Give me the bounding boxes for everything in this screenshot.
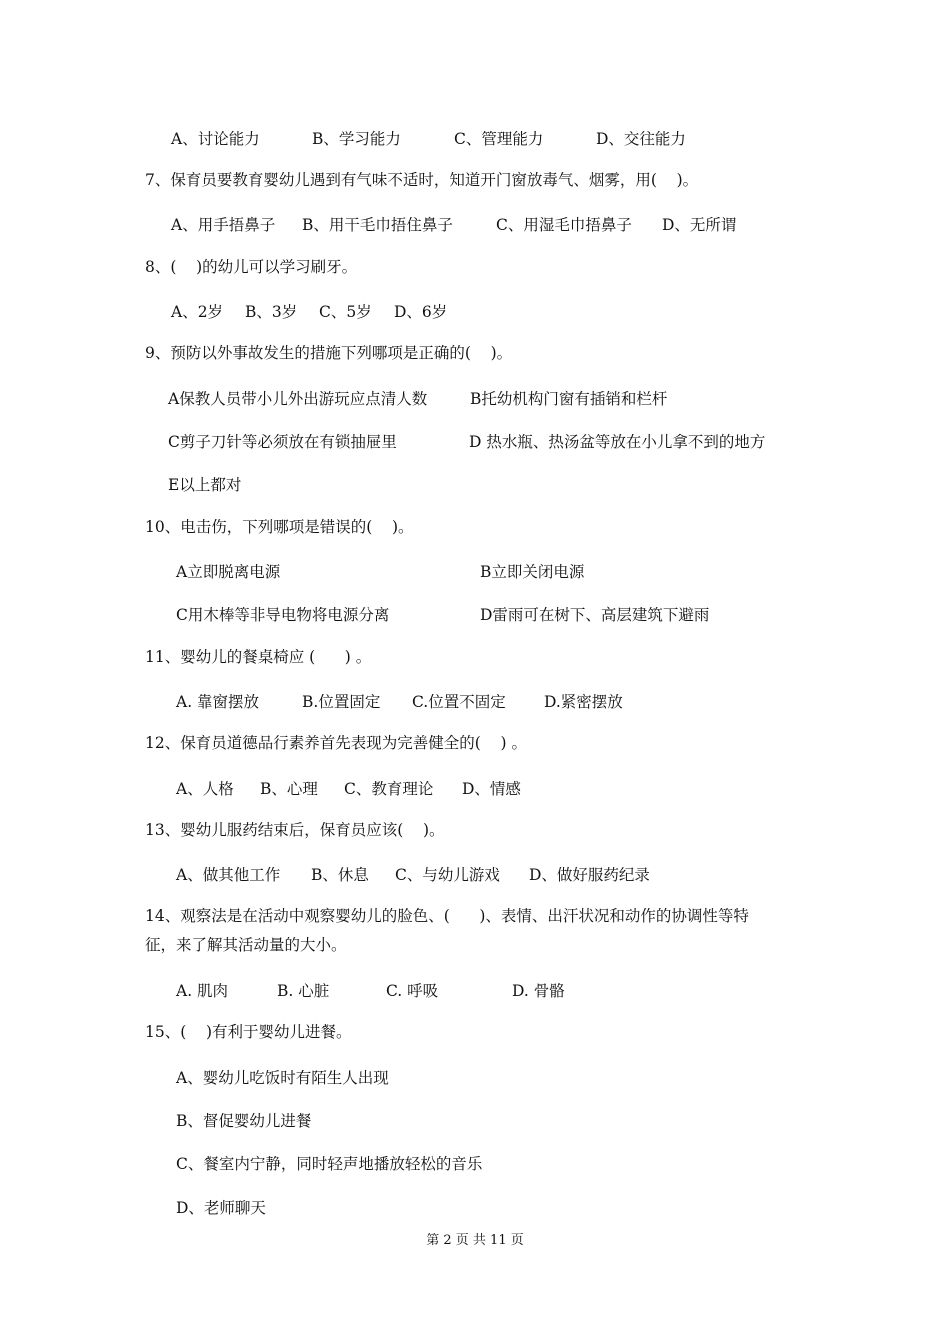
q12-option-c: C、教育理论 (344, 780, 434, 798)
q15-option-c: C、餐室内宁静，同时轻声地播放轻松的音乐 (176, 1155, 483, 1173)
q10-option-c: C用木棒等非导电物将电源分离 (176, 606, 390, 624)
q11-option-c: C.位置不固定 (412, 693, 506, 711)
q14-stem-line2: 征，来了解其活动量的大小。 (145, 936, 347, 954)
q9-option-a: A保教人员带小儿外出游玩应点清人数 (168, 390, 428, 408)
q10-option-d: D雷雨可在树下、高层建筑下避雨 (480, 606, 710, 624)
q8-option-b: B、3岁 (245, 303, 298, 321)
q10-option-a: A立即脱离电源 (176, 563, 281, 581)
q7-option-b: B、用干毛巾捂住鼻子 (302, 216, 453, 234)
page-number-footer: 第 2 页 共 11 页 (426, 1233, 524, 1248)
q6-option-d: D、交往能力 (596, 130, 686, 148)
q14-stem-line1: 14、观察法是在活动中观察婴幼儿的脸色、( )、表情、出汗状况和动作的协调性等特 (145, 907, 749, 925)
q11-option-a: A. 靠窗摆放 (176, 693, 260, 711)
q7-option-d: D、无所谓 (662, 216, 737, 234)
q12-option-d: D、情感 (462, 780, 521, 798)
q8-stem: 8、( )的幼儿可以学习刷牙。 (145, 258, 358, 276)
q7-option-a: A、用手捂鼻子 (171, 216, 276, 234)
q6-option-c: C、管理能力 (454, 130, 544, 148)
q9-stem: 9、预防以外事故发生的措施下列哪项是正确的( )。 (145, 344, 513, 362)
q13-option-b: B、休息 (311, 866, 369, 884)
q9-option-c: C剪子刀针等必须放在有锁抽屉里 (168, 433, 397, 451)
q14-option-b: B. 心脏 (277, 982, 330, 1000)
q13-option-d: D、做好服药纪录 (529, 866, 650, 884)
q15-option-a: A、婴幼儿吃饭时有陌生人出现 (176, 1069, 389, 1087)
q9-option-b: B托幼机构门窗有插销和栏杆 (470, 390, 668, 408)
q9-option-d: D 热水瓶、热汤盆等放在小儿拿不到的地方 (469, 433, 766, 451)
q13-option-c: C、与幼儿游戏 (395, 866, 500, 884)
q6-option-b: B、学习能力 (312, 130, 401, 148)
q12-option-a: A、人格 (176, 780, 234, 798)
q10-stem: 10、电击伤，下列哪项是错误的( )。 (145, 518, 414, 536)
q13-option-a: A、做其他工作 (176, 866, 281, 884)
q10-option-b: B立即关闭电源 (480, 563, 585, 581)
q15-stem: 15、( )有利于婴幼儿进餐。 (145, 1023, 352, 1041)
q13-stem: 13、婴幼儿服药结束后，保育员应该( )。 (145, 821, 445, 839)
q9-option-e: E以上都对 (168, 476, 242, 494)
q15-option-b: B、督促婴幼儿进餐 (176, 1112, 312, 1130)
q14-option-a: A. 肌肉 (176, 982, 229, 1000)
q12-stem: 12、保育员道德品行素养首先表现为完善健全的( ) 。 (145, 734, 527, 752)
q11-option-b: B.位置固定 (302, 693, 381, 711)
q8-option-d: D、6岁 (394, 303, 448, 321)
q7-stem: 7、保育员要教育婴幼儿遇到有气味不适时，知道开门窗放毒气、烟雾，用( )。 (145, 171, 699, 189)
q7-option-c: C、用湿毛巾捂鼻子 (496, 216, 632, 234)
q8-option-c: C、5岁 (319, 303, 372, 321)
q11-stem: 11、婴幼儿的餐桌椅应 ( ) 。 (145, 648, 372, 666)
q11-option-d: D.紧密摆放 (544, 693, 623, 711)
q12-option-b: B、心理 (260, 780, 318, 798)
q8-option-a: A、2岁 (171, 303, 224, 321)
q6-option-a: A、讨论能力 (171, 130, 260, 148)
q15-option-d: D、老师聊天 (176, 1199, 266, 1217)
q14-option-d: D. 骨骼 (512, 982, 565, 1000)
q14-option-c: C. 呼吸 (386, 982, 439, 1000)
